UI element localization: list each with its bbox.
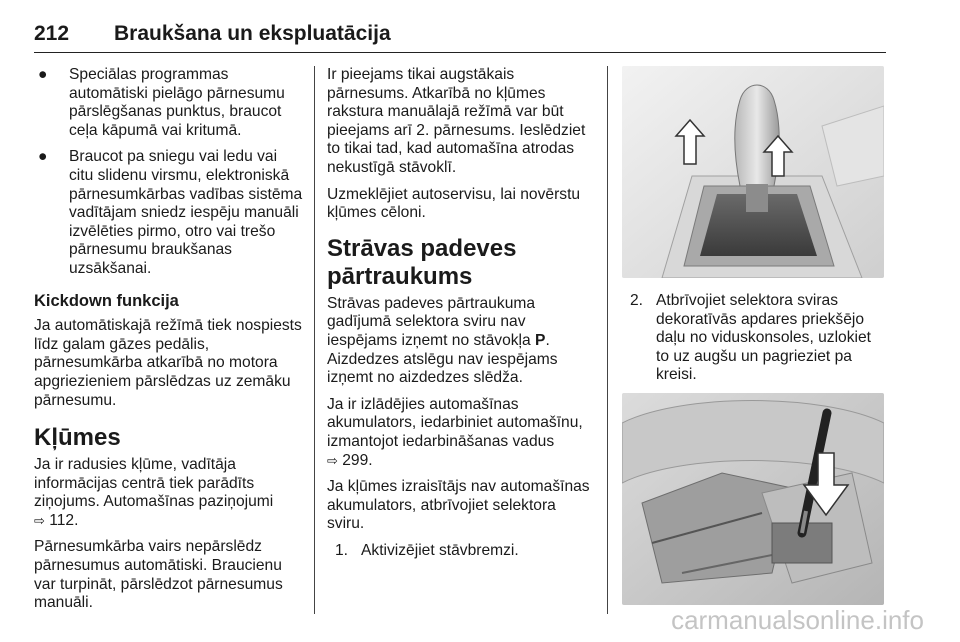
page-number: 212 — [34, 22, 70, 45]
power-text-a: Strāvas padeves pārtraukuma gadījumā selektora sviru nav iespējams izņemt no stāvokļa — [327, 294, 536, 349]
trim-removal-image — [622, 393, 884, 605]
bullet-item — [34, 148, 304, 278]
column-2 — [327, 66, 597, 560]
step-1 — [335, 542, 597, 561]
page-reference-icon: ⇨ — [34, 512, 45, 528]
faults-text-2: Pārnesumkārba vairs nepārslēdz pārnesumus automātiski. Braucienu var turpināt, pārslēdzot pārnesumus manuāli. — [34, 538, 283, 612]
step-text: Atbrīvojiet selektora sviras dekoratīvās apdares priekšējo daļu no viduskonsoles, uzlokiet to uz augšu un pagrieziet pa kreisi. — [656, 292, 871, 384]
bullet-dot-icon: ● — [38, 66, 48, 83]
faults-ref[interactable]: 112. — [49, 511, 79, 529]
faults-heading: Kļūmes — [34, 424, 121, 452]
bullet-item — [34, 66, 304, 140]
paragraph: Ir pieejams tikai augstākais pārnesums. Atkarībā no kļūmes rakstura manuālajā režīmā var būt pieejams arī 2. pārnesums. Ieslēdziet to tikai tad, kad automašīna atrodas nekustīgā stāvoklī. — [327, 66, 586, 176]
gear-p-label: P — [535, 331, 546, 349]
running-title: Braukšana un ekspluatācija — [114, 22, 391, 45]
trim-removal-illustration — [622, 393, 884, 605]
step-number: 1. — [335, 541, 349, 559]
bullet-text: Speciālas programmas automātiski pielāgo pārnesumu pārslēgšanas punktus, braucot ceļa kāpumā vai kritumā. — [69, 66, 285, 139]
column-divider — [607, 66, 608, 614]
column-3 — [622, 66, 888, 605]
power-text — [327, 295, 597, 388]
battery-ref[interactable]: 299. — [342, 451, 373, 469]
kickdown-text: Ja automātiskajā režīmā tiek nospiests līdz galam gāzes pedālis, pārnesumkārba atkarībā no motora apgriezieniem pārslēdzas uz zemāku pārnesumu. — [34, 317, 302, 409]
step-number: 2. — [630, 292, 644, 309]
watermark: carmanualsonline.info — [671, 605, 924, 635]
step-text: Aktivizējiet stāvbremzi. — [361, 541, 519, 559]
gear-selector-image — [622, 66, 884, 278]
page-reference-icon: ⇨ — [327, 452, 338, 468]
page-header — [34, 22, 886, 53]
paragraph: Uzmeklējiet autoservisu, lai novērstu kļūmes cēloni. — [327, 185, 581, 222]
gear-selector-illustration — [622, 66, 884, 278]
column-divider — [314, 66, 315, 614]
step-2 — [630, 292, 888, 385]
bullet-dot-icon: ● — [38, 148, 48, 166]
faults-text-1: Ja ir radusies kļūme, vadītāja informācijas centrā tiek parādīts ziņojums. Automašīnas paziņojumi — [34, 456, 274, 511]
column-1 — [34, 66, 304, 621]
battery-text-body: Ja ir izlādējies automašīnas akumulators, iedarbiniet automašīnu, izmantojot iedarbināšanas vadus — [327, 395, 583, 450]
bullet-text: Braucot pa sniegu vai ledu vai citu slidenu virsmu, elektroniskā pārnesumkārbas vadības sistēma vadītājam sniedz iespēju manuāli izvēlēties pirmo, otro vai trešo pārnesumu braukšanas uzsākšanai. — [69, 148, 303, 277]
power-text-b: . Aizdedzes atslēgu nav iespējams izņemt no aizdedzes slēdža. — [327, 331, 558, 387]
power-heading: Strāvas padeves pārtraukums — [327, 234, 517, 290]
kickdown-heading: Kickdown funkcija — [34, 291, 179, 310]
battery-text — [327, 396, 597, 470]
faults-text — [34, 456, 304, 530]
unlock-text: Ja kļūmes izraisītājs nav automašīnas akumulators, atbrīvojiet selektora sviru. — [327, 478, 590, 533]
